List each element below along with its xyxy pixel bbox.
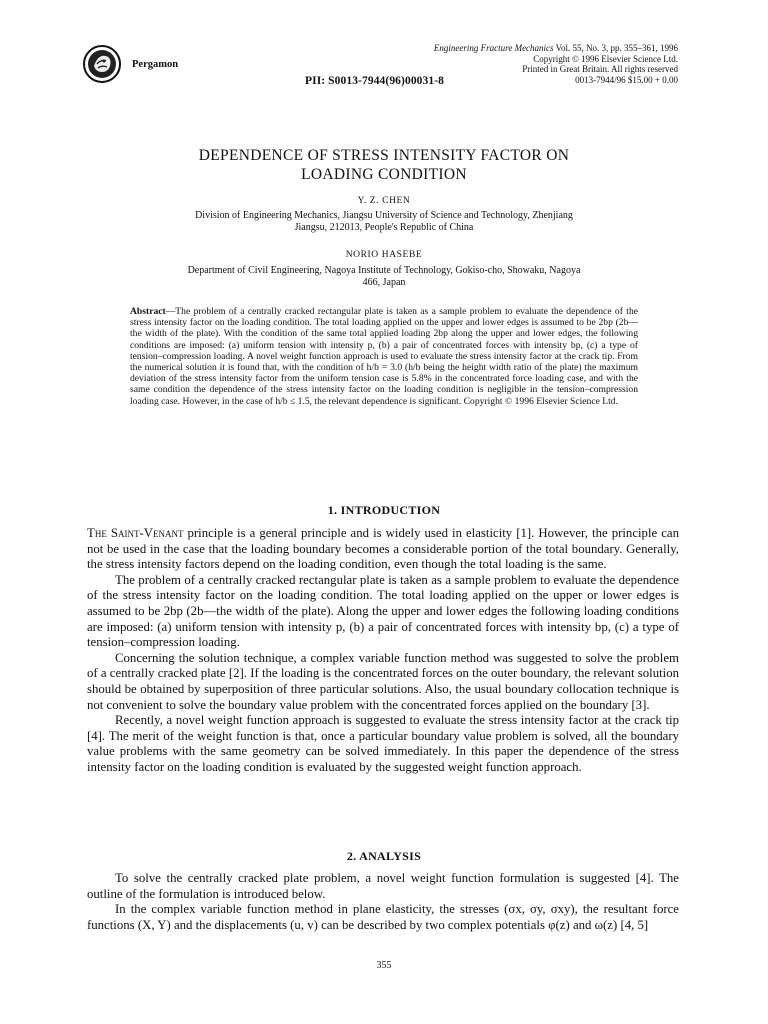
journal-name: Engineering Fracture Mechanics <box>433 43 554 53</box>
paragraph: The Saint-Venant principle is a general principle and is widely used in elasticity [1]. However, the principle can not be used in the case that the loading boundary becomes a considerable portion of the total boundary. Generally, the stress intensity factors depend on the loading condition, even though the total loading is the same. <box>87 526 679 572</box>
lead-smallcaps: The Saint-Venant <box>87 526 184 540</box>
paper-title <box>100 146 668 184</box>
paragraph: To solve the centrally cracked plate problem, a novel weight function formulation is suggested [4]. The outline of the formulation is introduced below. <box>87 871 679 901</box>
publisher-name: Pergamon <box>132 59 179 70</box>
author-name: Y. Z. CHEN <box>357 196 411 206</box>
printed-line: Printed in Great Britain. All rights reserved <box>522 64 678 74</box>
journal-info <box>434 43 678 85</box>
affiliation-line: Jiangsu, 212013, People's Republic of China <box>294 222 474 233</box>
issn-price: 0013-7944/96 $15.00 + 0.00 <box>575 74 678 85</box>
journal-citation <box>434 43 678 54</box>
page-number: 355 <box>376 960 392 971</box>
copyright-line: Copyright © 1996 Elsevier Science Ltd. <box>533 53 678 64</box>
author-affiliation <box>130 265 638 289</box>
paragraph: In the complex variable function method in plane elasticity, the stresses (σx, σy, σxy), the resultant force functions (X, Y) and the displacements (u, v) can be described by two complex potentials φ(z) and ω(z) [4, 5] <box>87 902 679 932</box>
abstract-text: —The problem of a centrally cracked rectangular plate is taken as a sample problem to evaluate the dependence of the stress intensity factor on the loading condition. The total loading applied on the upper and lower edges is assumed to be 2bp (2b—the width of the plate). With the condition of the same total applied loading 2bp along the upper and lower edges, the following conditions are imposed: (a) uniform tension with intensity p, (b) a pair of concentrated forces with intensity bp, (c) a type of tension–compression loading. A novel weight function approach is used to evaluate the stress intensity factor at the crack tip. From the numerical solution it is found that, with the condition of h/b = 3.0 (h/b being the height width ratio of the plate) the maximum deviation of the stress intensity factor from the uniform tension case is 5.8% in the concentrated force loading case, and with the same condition the dependence of the stress intensity factor on the loading condition is negligible in the tension–compression loading case. However, in the case of h/b ≤ 1.5, the relevant dependence is significant. Copyright © 1996 Elsevier Science Ltd. <box>130 306 638 407</box>
abstract-label: Abstract <box>130 306 166 317</box>
author-name: NORIO HASEBE <box>345 250 423 260</box>
paragraph: Recently, a novel weight function approach is suggested to evaluate the stress intensity factor at the crack tip [4]. The merit of the weight function is that, once a particular boundary value problem is solved, all the boundary value problems with the same geometry can be solved immediately. In this paper the dependence of the stress intensity factor on the loading condition is evaluated by the suggested weight function approach. <box>87 713 679 774</box>
paragraph: Concerning the solution technique, a complex variable function method was suggested to solve the problem of a centrally cracked plate [2]. If the loading is the concentrated forces on the outer boundary, the relevant solution should be obtained by superposition of three particular solutions. Also, the usual boundary collocation technique is not convenient to solve the boundary value problem with the concentrated forces applied on the boundary [3]. <box>87 650 679 712</box>
pii-code: PII: S0013-7944(96)00031-8 <box>305 75 444 87</box>
section-heading: 2. ANALYSIS <box>346 849 422 863</box>
affiliation-line: Department of Civil Engineering, Nagoya Institute of Technology, Gokiso-cho, Showaku, Nagoya <box>187 265 581 276</box>
publisher-logo <box>82 44 122 84</box>
section-body <box>87 871 679 933</box>
abstract <box>130 306 638 407</box>
affiliation-line: 466, Japan <box>362 277 406 288</box>
journal-volume: Vol. 55, No. 3, pp. 355–361, 1996 <box>555 43 678 53</box>
title-line: DEPENDENCE OF STRESS INTENSITY FACTOR ON <box>198 147 570 164</box>
section-body <box>87 526 679 776</box>
title-line: LOADING CONDITION <box>301 166 467 183</box>
author-affiliation <box>130 210 638 234</box>
section-heading: 1. INTRODUCTION <box>327 503 441 517</box>
affiliation-line: Division of Engineering Mechanics, Jiangsu University of Science and Technology, Zhenjiang <box>195 210 573 221</box>
paragraph: The problem of a centrally cracked rectangular plate is taken as a sample problem to evaluate the dependence of the stress intensity factor on the loading condition. The total loading applied on the upper or lower edges is assumed to be 2bp (2b—the width of the plate). Along the upper and lower edges the following loading conditions are imposed: (a) uniform tension with intensity p, (b) a pair of concentrated forces with intensity bp, (c) a type of tension–compression loading. <box>87 572 679 650</box>
